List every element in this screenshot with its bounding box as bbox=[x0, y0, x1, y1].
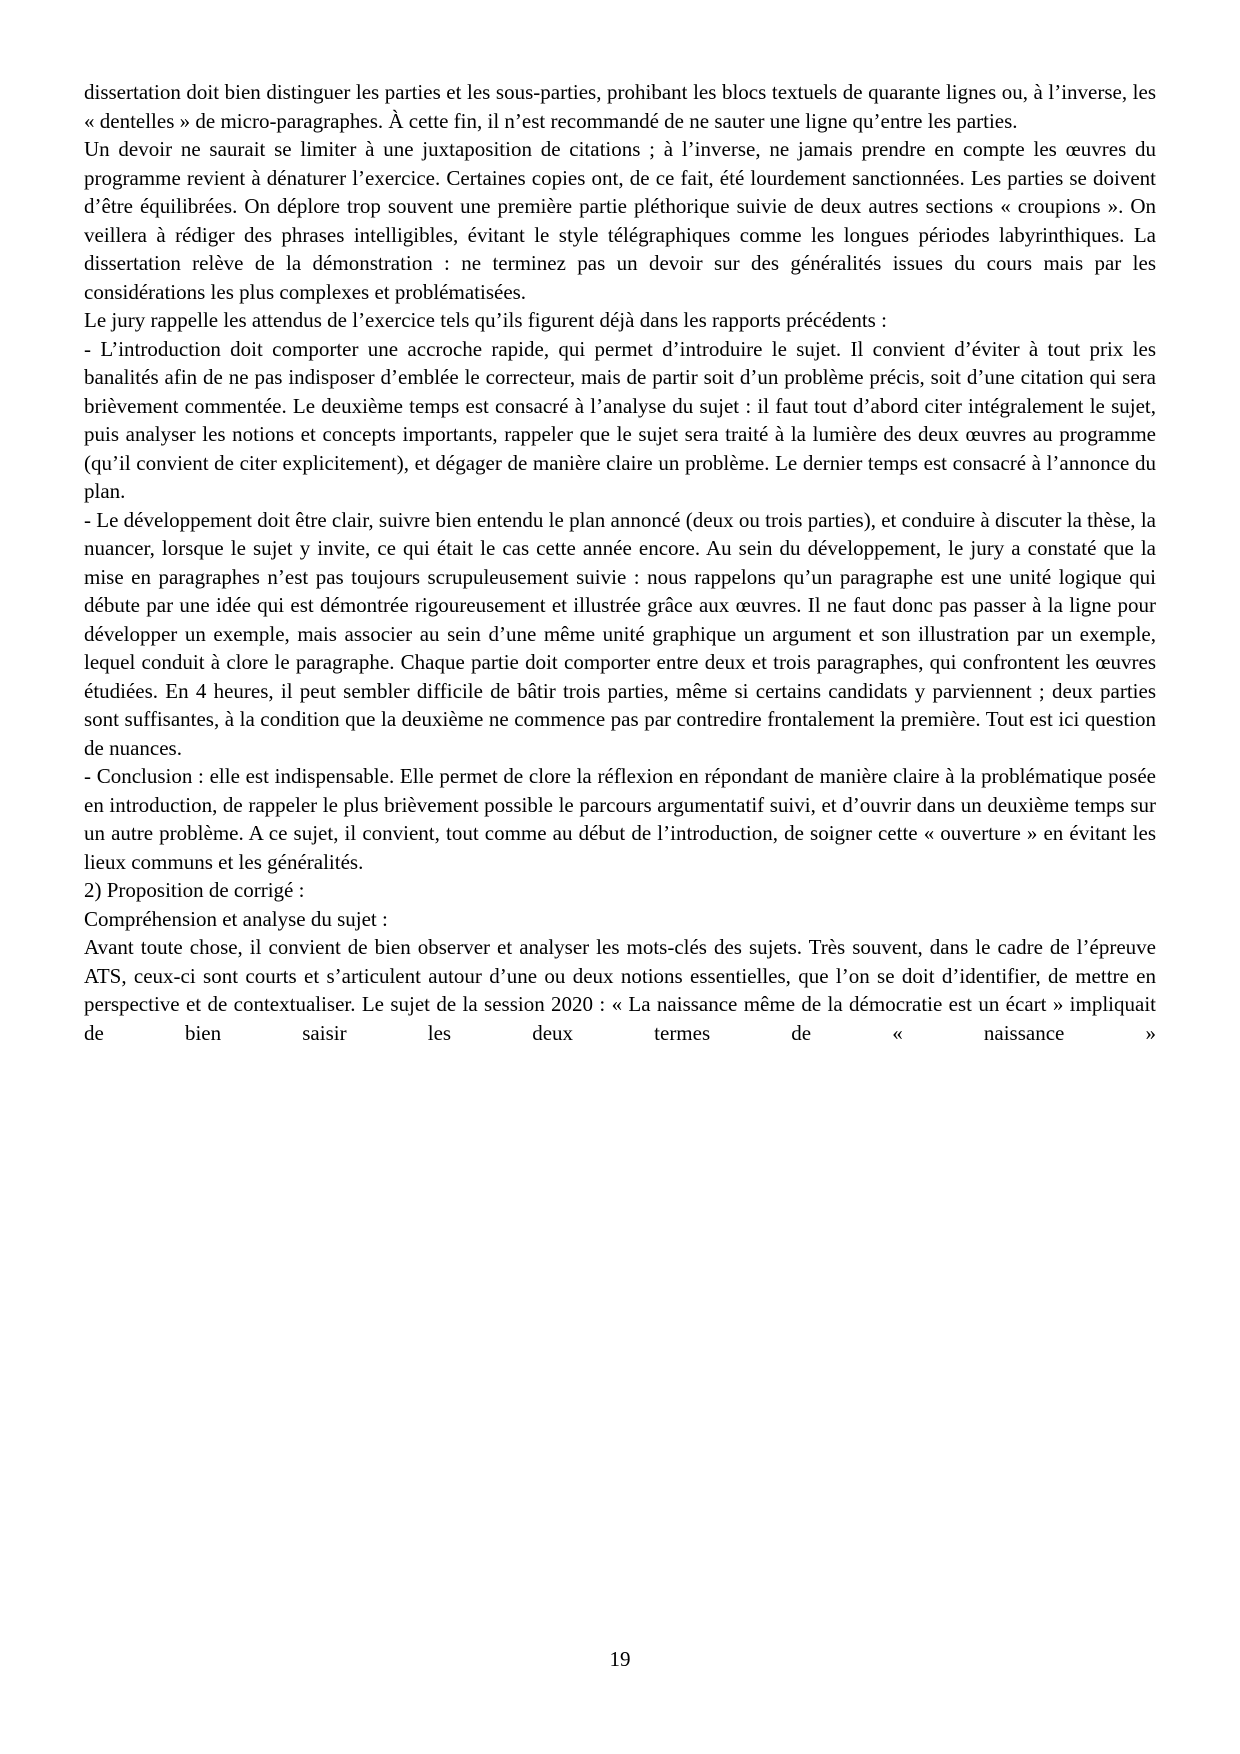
paragraph-devoir-citations: Un devoir ne saurait se limiter à une juxtaposition de citations ; à l’inverse, ne jamais prendre en compte les œuvres du programme revient à dénaturer l’exercice. Certaines copies ont, de ce fait, été lourdement sanctionnées. Les parties se doivent d’être équilibrées. On déplore trop souvent une première partie pléthorique suivie de deux autres sections « croupions ». On veillera à rédiger des phrases intelligibles, évitant le style télégraphiques comme les longues périodes labyrinthiques. La dissertation relève de la démonstration : ne terminez pas un devoir sur des généralités issues du cours mais par les considérations les plus complexes et problématisées. bbox=[84, 137, 1156, 304]
heading-comprehension-analyse: Compréhension et analyse du sujet : bbox=[84, 906, 388, 931]
paragraph-introduction-guidelines: - L’introduction doit comporter une accroche rapide, qui permet d’introduire le sujet. Il convient d’éviter à tout prix les banalités afin de ne pas indisposer d’emblée le correcteur, mais de partir soit d’un problème précis, soit d’une citation qui sera brièvement commentée. Le deuxième temps est consacré à l’analyse du sujet : il faut tout d’abord citer intégralement le sujet, puis analyser les notions et concepts importants, rappeler que le sujet sera traité à la lumière des deux œuvres au programme (qu’il convient de citer explicitement), et dégager de manière claire un problème. Le dernier temps est consacré à l’annonce du plan. bbox=[84, 336, 1156, 503]
paragraph-conclusion-guidelines: - Conclusion : elle est indispensable. Elle permet de clore la réflexion en répondant de manière claire à la problématique posée en introduction, de rappeler le plus brièvement possible le parcours argumentatif suivi, et d’ouvrir dans un deuxième temps sur un autre problème. A ce sujet, il convient, tout comme au début de l’introduction, de soigner cette « ouverture » en évitant les lieux communs et les généralités. bbox=[84, 764, 1156, 874]
paragraph-dissertation-structure: dissertation doit bien distinguer les parties et les sous-parties, prohibant les blocs textuels de quarante lignes ou, à l’inverse, les « dentelles » de micro-paragraphes. À cette fin, il n’est recommandé de ne sauter une ligne qu’entre les parties. bbox=[84, 80, 1156, 133]
heading-proposition-corrige: 2) Proposition de corrigé : bbox=[84, 878, 305, 902]
paragraph-jury-attendus: Le jury rappelle les attendus de l’exercice tels qu’ils figurent déjà dans les rapports précédents : bbox=[84, 308, 887, 332]
paragraph-analyse-sujet: Avant toute chose, il convient de bien observer et analyser les mots-clés des sujets. Très souvent, dans le cadre de l’épreuve ATS, ceux-ci sont courts et s’articulent autour d’une ou deux notions essentielles, que l’on se doit d’identifier, de mettre en perspective et de contextualiser. Le sujet de la session 2020 : « La naissance même de la démocratie est un écart » impliquait de bien saisir les deux termes de « naissance » bbox=[84, 935, 1156, 1045]
paragraph-developpement-guidelines: - Le développement doit être clair, suivre bien entendu le plan annoncé (deux ou trois parties), et conduire à discuter la thèse, la nuancer, lorsque le sujet y invite, ce qui était le cas cette année encore. Au sein du développement, le jury a constaté que la mise en paragraphes n’est pas toujours scrupuleusement suivie : nous rappelons qu’un paragraphe est une unité logique qui débute par une idée qui est démontrée rigoureusement et illustrée grâce aux œuvres. Il ne faut donc pas passer à la ligne pour développer un exemple, mais associer au sein d’une même unité graphique un argument et son illustration par un exemple, lequel conduit à clore le paragraphe. Chaque partie doit comporter entre deux et trois paragraphes, qui confrontent les œuvres étudiées. En 4 heures, il peut sembler difficile de bâtir trois parties, même si certains candidats y parviennent ; deux parties sont suffisantes, à la condition que la deuxième ne commence pas par contredire frontalement la première. Tout est ici question de nuances. bbox=[84, 507, 1156, 760]
page-number: 19 bbox=[609, 1647, 631, 1671]
